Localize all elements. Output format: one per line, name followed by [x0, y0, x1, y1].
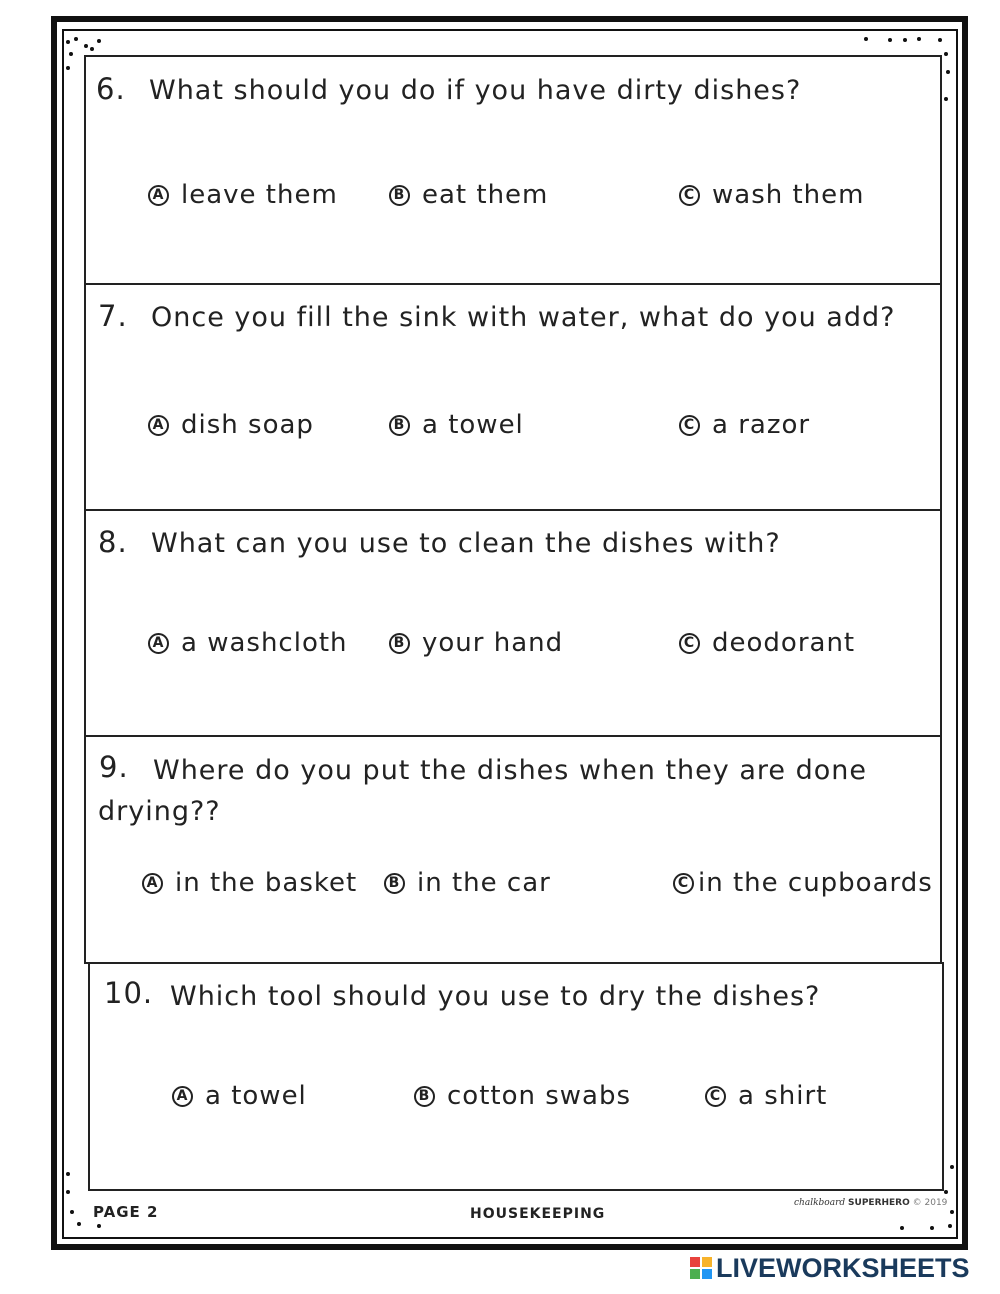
liveworksheets-logo-icon [690, 1257, 712, 1279]
option-text: dish soap [181, 410, 314, 440]
option-b[interactable] [389, 180, 548, 210]
option-b[interactable] [389, 628, 563, 658]
option-c[interactable] [679, 180, 864, 210]
bubble-icon[interactable]: C [673, 873, 694, 894]
option-text: eat them [422, 180, 549, 210]
bubble-icon[interactable]: B [384, 873, 405, 894]
worksheet-title: HOUSEKEEPING [470, 1206, 606, 1222]
credit-year: © 2019 [912, 1198, 948, 1208]
question-text-continued: drying?? [98, 796, 221, 827]
bubble-icon[interactable]: B [389, 633, 410, 654]
option-text: a shirt [738, 1081, 828, 1111]
option-b[interactable] [414, 1081, 631, 1111]
option-c[interactable] [679, 628, 855, 658]
option-text: leave them [181, 180, 338, 210]
option-text: a washcloth [181, 628, 348, 658]
option-c[interactable] [705, 1081, 827, 1111]
bubble-icon[interactable]: A [142, 873, 163, 894]
option-text: wash them [712, 180, 865, 210]
option-text: in the cupboards [698, 868, 933, 898]
question-number: 6. [96, 72, 126, 106]
question-number: 9. [99, 750, 129, 784]
bubble-icon[interactable]: C [679, 415, 700, 436]
option-a[interactable] [148, 410, 314, 440]
question-text: What can you use to clean the dishes with? [151, 528, 781, 559]
option-c[interactable] [679, 410, 810, 440]
question-text: Which tool should you use to dry the dishes? [170, 981, 821, 1012]
brand-text: LIVEWORKSHEETS [716, 1252, 970, 1283]
credit [794, 1198, 947, 1208]
option-text: a towel [422, 410, 524, 440]
bubble-icon[interactable]: A [148, 415, 169, 436]
page-number: PAGE 2 [93, 1203, 159, 1221]
option-a[interactable] [148, 180, 338, 210]
option-text: deodorant [712, 628, 856, 658]
credit-brand: SUPERHERO [848, 1198, 910, 1208]
credit-script: chalkboard [794, 1198, 846, 1208]
question-text: Once you fill the sink with water, what do you add? [151, 302, 896, 333]
question-number: 10. [104, 976, 154, 1010]
question-text: What should you do if you have dirty dishes? [149, 75, 802, 106]
option-text: your hand [422, 628, 564, 658]
option-text: in the basket [175, 868, 358, 898]
bubble-icon[interactable]: A [148, 633, 169, 654]
option-b[interactable] [389, 410, 524, 440]
option-text: in the car [417, 868, 551, 898]
bubble-icon[interactable]: B [389, 185, 410, 206]
bubble-icon[interactable]: C [679, 185, 700, 206]
liveworksheets-brand[interactable] [690, 1252, 970, 1284]
option-a[interactable] [148, 628, 348, 658]
question-number: 7. [98, 299, 128, 333]
option-a[interactable] [172, 1081, 307, 1111]
bubble-icon[interactable]: C [705, 1086, 726, 1107]
bubble-icon[interactable]: B [389, 415, 410, 436]
bubble-icon[interactable]: A [172, 1086, 193, 1107]
option-b[interactable] [384, 868, 551, 898]
question-text: Where do you put the dishes when they are done [153, 755, 867, 786]
option-a[interactable] [142, 868, 357, 898]
question-number: 8. [98, 525, 128, 559]
option-text: a towel [205, 1081, 307, 1111]
option-text: cotton swabs [447, 1081, 632, 1111]
bubble-icon[interactable]: A [148, 185, 169, 206]
option-c[interactable] [673, 868, 933, 898]
bubble-icon[interactable]: C [679, 633, 700, 654]
bubble-icon[interactable]: B [414, 1086, 435, 1107]
option-text: a razor [712, 410, 811, 440]
